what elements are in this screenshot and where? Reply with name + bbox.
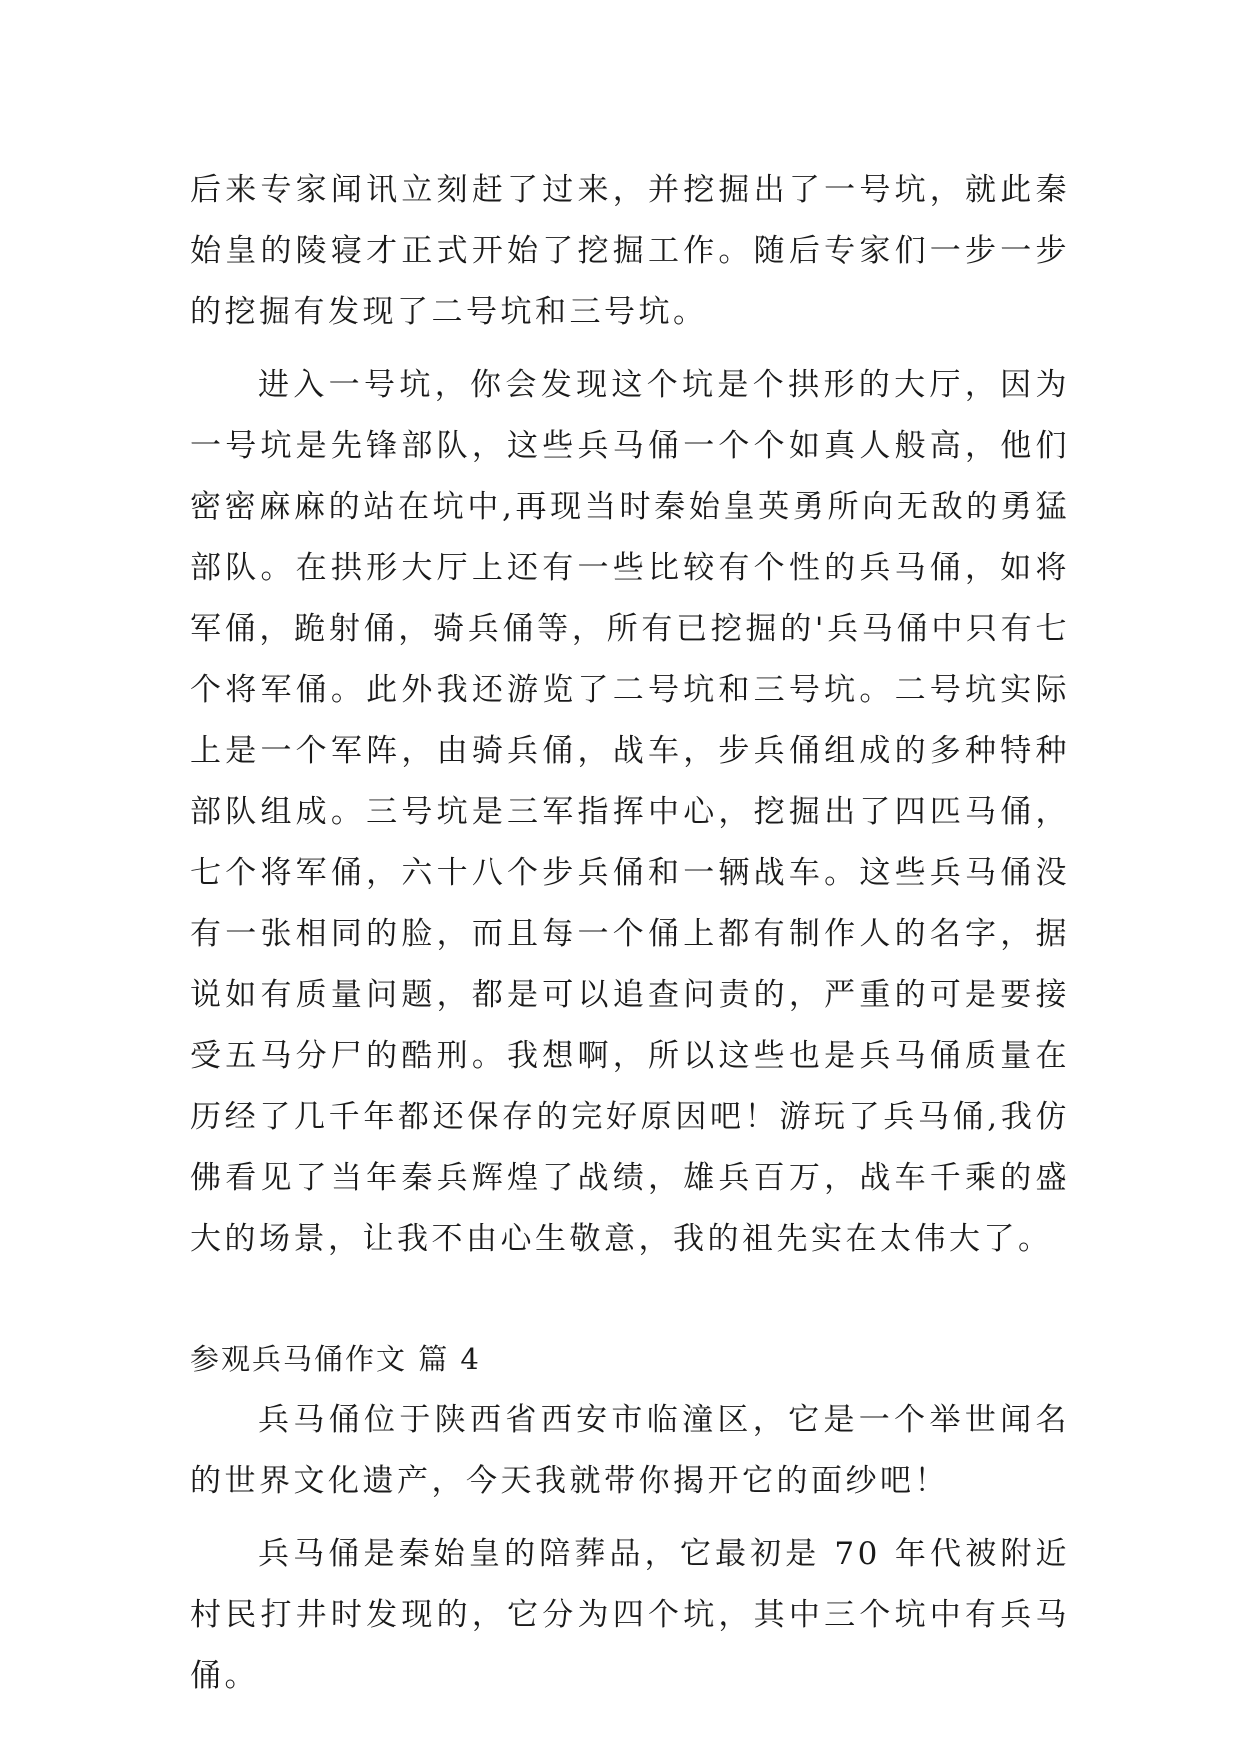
section-heading: 参观兵马俑作文 篇 4 — [190, 1342, 481, 1376]
paragraph-location: 兵马俑位于陕西省西安市临潼区，它是一个举世闻名的世界文化遗产，今天我就带你揭开它的面纱吧！ — [190, 1402, 1070, 1499]
paragraph-origin: 兵马俑是秦始皇的陪葬品，它最初是 70 年代被附近村民打井时发现的，它分为四个坑，其中三个坑中有兵马俑。 — [190, 1536, 1070, 1694]
paragraph-excavation: 后来专家闻讯立刻赶了过来，并挖掘出了一号坑，就此秦始皇的陵寝才正式开始了挖掘工作。随后专家们一步一步的挖掘有发现了二号坑和三号坑。 — [190, 172, 1070, 330]
paragraph-pit-one: 进入一号坑，你会发现这个坑是个拱形的大厅，因为一号坑是先锋部队，这些兵马俑一个个如真人般高，他们密密麻麻的站在坑中,再现当时秦始皇英勇所向无敌的勇猛部队。在拱形大厅上还有一些比较有个性的兵马俑，如将军俑，跪射俑，骑兵俑等，所有已挖掘的'兵马俑中只有七个将军俑。此外我还游览了二号坑和三号坑。二号坑实际上是一个军阵，由骑兵俑，战车，步兵俑组成的多种特种部队组成。三号坑是三军指挥中心，挖掘出了四匹马俑，七个将军俑，六十八个步兵俑和一辆战车。这些兵马俑没有一张相同的脸，而且每一个俑上都有制作人的名字，据说如有质量问题，都是可以追查问责的，严重的可是要接受五马分尸的酷刑。我想啊，所以这些也是兵马俑质量在历经了几千年都还保存的完好原因吧！游玩了兵马俑,我仿佛看见了当年秦兵辉煌了战绩，雄兵百万，战车千乘的盛大的场景，让我不由心生敬意，我的祖先实在太伟大了。 — [190, 367, 1070, 1257]
document-page — [190, 160, 1070, 1707]
